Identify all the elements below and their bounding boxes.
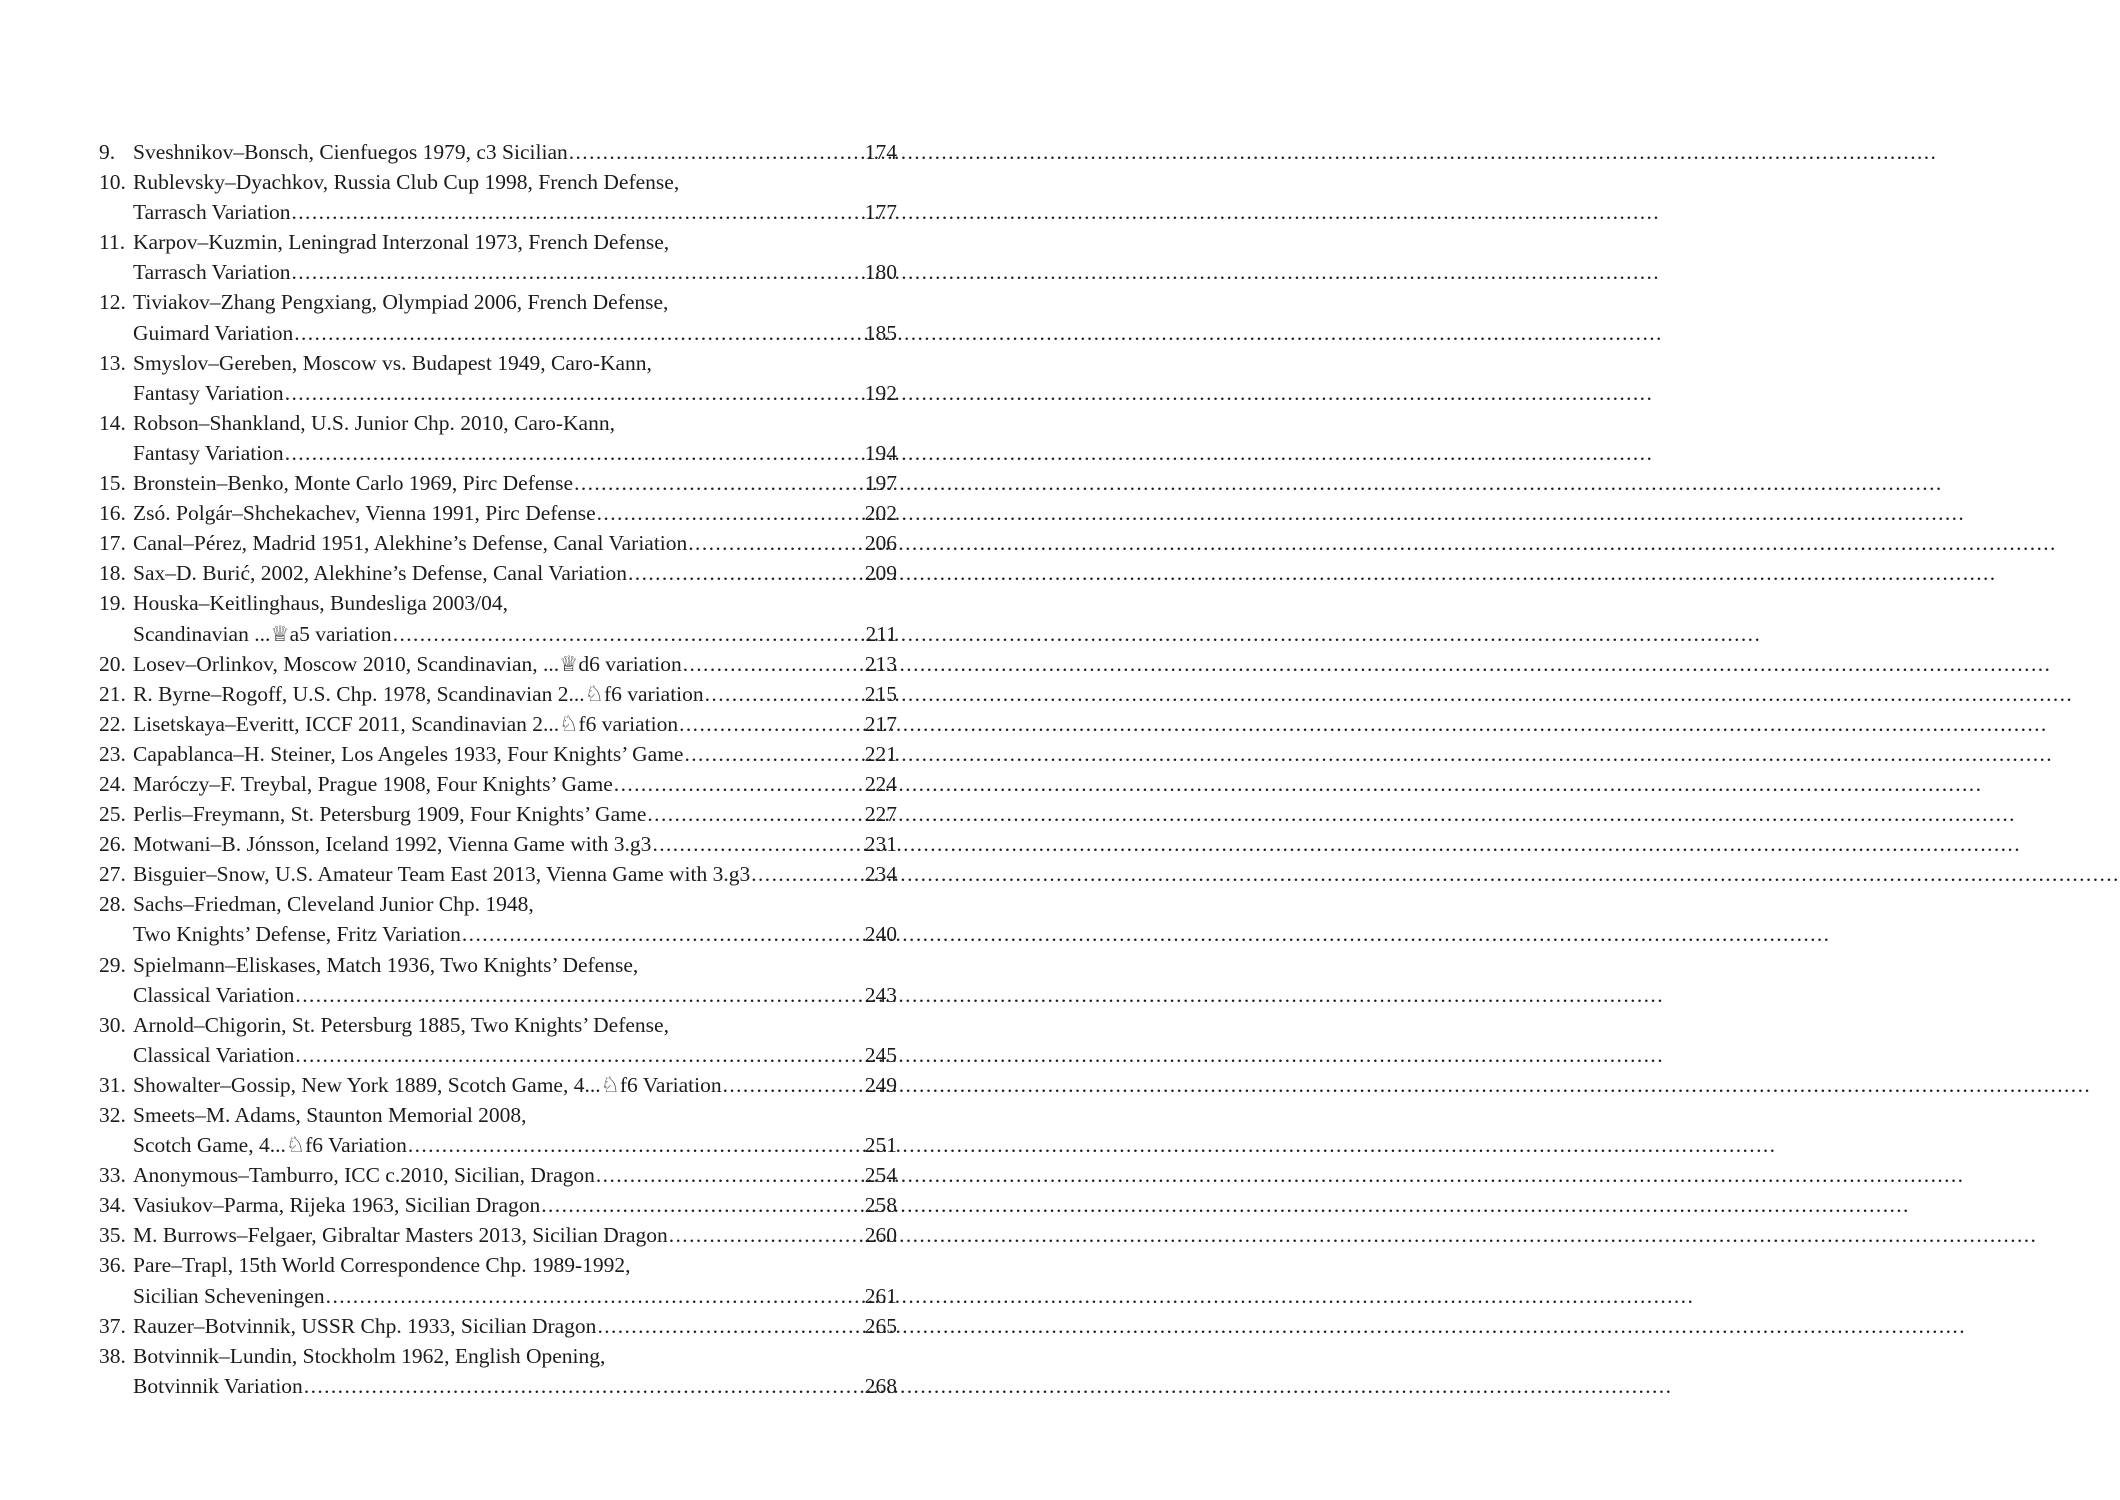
page-number: 197 <box>864 471 897 496</box>
leader-dots <box>596 498 865 528</box>
entry-title: Sachs–Friedman, Cleveland Junior Chp. 1948, <box>133 892 534 917</box>
leader-dots <box>704 679 865 709</box>
leader-dots <box>568 137 865 167</box>
leader-dots <box>646 799 864 829</box>
leader-dots <box>540 1190 865 1220</box>
toc-entry-line <box>99 1070 897 1100</box>
entry-title: Perlis–Freymann, St. Petersburg 1909, Four Knights’ Game <box>133 802 647 827</box>
entry-title: Canal–Pérez, Madrid 1951, Alekhine’s Defense, Canal Variation <box>133 531 688 556</box>
page-number: 211 <box>865 621 897 646</box>
entry-number: 29. <box>99 952 126 977</box>
toc-entry-line <box>99 679 897 709</box>
toc-entry <box>99 679 897 709</box>
toc-entry-line <box>99 137 897 167</box>
entry-title: Smeets–M. Adams, Staunton Memorial 2008, <box>133 1103 527 1127</box>
entry-number: 30. <box>99 1012 126 1037</box>
toc-entry-continuation <box>99 1281 897 1311</box>
toc-entry <box>99 950 897 1010</box>
toc-entry <box>99 588 897 648</box>
toc-entry-line <box>99 558 897 588</box>
toc-entry-continuation <box>99 1130 897 1160</box>
page-number: 221 <box>864 741 897 766</box>
entry-number: 22. <box>99 711 126 736</box>
entry-number: 9. <box>99 140 116 164</box>
entry-title: Houska–Keitlinghaus, Bundesliga 2003/04, <box>133 591 509 616</box>
toc-entry-continuation <box>99 318 897 348</box>
entry-title: Tarrasch Variation <box>133 200 291 225</box>
entry-title: Anonymous–Tamburro, ICC c.2010, Sicilian, Dragon <box>133 1163 595 1188</box>
page-number: 243 <box>864 982 897 1007</box>
toc-entry <box>99 348 897 408</box>
toc-entry <box>99 227 897 287</box>
page-number: 231 <box>864 832 897 857</box>
toc-entry-line <box>99 1160 897 1190</box>
page-number: 245 <box>864 1042 897 1067</box>
entry-number: 11. <box>99 230 126 255</box>
page-number: 180 <box>864 260 897 285</box>
leader-dots <box>392 619 866 649</box>
entry-number: 36. <box>99 1253 126 1278</box>
toc-entry <box>99 829 897 859</box>
entry-number: 34. <box>99 1193 126 1218</box>
toc-entry-line <box>99 799 897 829</box>
entry-title: Scotch Game, 4...♘f6 Variation <box>133 1133 407 1158</box>
entry-title: Sveshnikov–Bonsch, Cienfuegos 1979, c3 Sicilian <box>133 140 568 164</box>
entry-number: 18. <box>99 561 126 586</box>
page-number: 174 <box>864 140 897 164</box>
entry-number: 19. <box>99 591 126 616</box>
toc-entry-line <box>99 1010 897 1040</box>
entry-title: Smyslov–Gereben, Moscow vs. Budapest 1949, Caro-Kann, <box>133 350 652 375</box>
toc-entry-line <box>99 1220 897 1250</box>
toc-entry-line <box>99 649 897 679</box>
toc-entry <box>99 739 897 769</box>
toc-entry-continuation <box>99 619 897 649</box>
toc-entry <box>99 1311 897 1341</box>
toc-entry <box>99 769 897 799</box>
page-number: 206 <box>864 531 897 556</box>
entry-number: 33. <box>99 1163 126 1188</box>
toc-entry-continuation <box>99 378 897 408</box>
page-number: 209 <box>864 561 897 586</box>
entry-title: Bronstein–Benko, Monte Carlo 1969, Pirc Defense <box>133 471 574 496</box>
toc-entry <box>99 1070 897 1100</box>
entry-number: 26. <box>99 832 126 857</box>
entry-number: 32. <box>99 1103 126 1127</box>
toc-entry <box>99 558 897 588</box>
toc-entry-line <box>99 528 897 558</box>
leader-dots <box>613 769 865 799</box>
entry-title: Botvinnik–Lundin, Stockholm 1962, English Opening, <box>133 1343 606 1368</box>
toc-entry <box>99 1250 897 1310</box>
entry-number: 23. <box>99 741 126 766</box>
entry-title: Zsó. Polgár–Shchekachev, Vienna 1991, Pirc Defense <box>133 501 596 526</box>
toc-entry <box>99 1341 897 1401</box>
toc-entry-continuation <box>99 438 897 468</box>
toc-entry <box>99 799 897 829</box>
toc-entry <box>99 859 897 889</box>
entry-title: Fantasy Variation <box>133 440 284 465</box>
leader-dots <box>687 528 864 558</box>
toc-entry-line <box>99 468 897 498</box>
entry-number: 37. <box>99 1313 126 1338</box>
toc-entry-continuation <box>99 919 897 949</box>
entry-title: Guimard Variation <box>133 320 294 345</box>
leader-dots <box>722 1070 865 1100</box>
entry-title: R. Byrne–Rogoff, U.S. Chp. 1978, Scandinavian 2...♘f6 variation <box>133 681 704 706</box>
entry-title: Vasiukov–Parma, Rijeka 1963, Sicilian Dragon <box>133 1193 541 1218</box>
entry-number: 25. <box>99 802 126 827</box>
entry-number: 27. <box>99 862 126 887</box>
entry-number: 38. <box>99 1343 126 1368</box>
leader-dots <box>750 859 865 889</box>
page-number: 215 <box>864 681 897 706</box>
page-number: 227 <box>864 802 897 827</box>
toc-entry <box>99 498 897 528</box>
leader-dots <box>461 919 865 949</box>
entry-title: Rauzer–Botvinnik, USSR Chp. 1933, Sicilian Dragon <box>133 1313 597 1338</box>
toc-entry <box>99 709 897 739</box>
toc-entry-continuation <box>99 197 897 227</box>
leader-dots <box>668 1220 865 1250</box>
toc-entry <box>99 468 897 498</box>
toc-entry-line <box>99 739 897 769</box>
entry-title: Capablanca–H. Steiner, Los Angeles 1933, Four Knights’ Game <box>133 741 684 766</box>
leader-dots <box>291 197 865 227</box>
entry-number: 12. <box>99 290 126 315</box>
page-number: 258 <box>864 1193 897 1218</box>
entry-number: 13. <box>99 350 126 375</box>
toc-entry-line <box>99 829 897 859</box>
entry-title: Sicilian Scheveningen <box>133 1283 325 1308</box>
page-number: 217 <box>864 711 897 736</box>
toc-entry <box>99 649 897 679</box>
toc-entry-line <box>99 709 897 739</box>
page-number: 202 <box>864 501 897 526</box>
page-number: 240 <box>864 922 897 947</box>
leader-dots <box>407 1130 865 1160</box>
toc-entry-line <box>99 859 897 889</box>
entry-number: 24. <box>99 771 126 796</box>
entry-number: 35. <box>99 1223 126 1248</box>
page-number: 194 <box>864 440 897 465</box>
leader-dots <box>303 1371 865 1401</box>
leader-dots <box>325 1281 865 1311</box>
entry-title: Fantasy Variation <box>133 380 284 405</box>
page-number: 268 <box>864 1373 897 1398</box>
page-number: 213 <box>864 651 897 676</box>
toc-entry-line <box>99 1311 897 1341</box>
page-number: 254 <box>864 1163 897 1188</box>
page-number: 249 <box>864 1072 897 1097</box>
entry-title: Maróczy–F. Treybal, Prague 1908, Four Knights’ Game <box>133 771 613 796</box>
toc-entry <box>99 408 897 468</box>
leader-dots <box>284 438 865 468</box>
entry-title: Spielmann–Eliskases, Match 1936, Two Knights’ Defense, <box>133 952 639 977</box>
page-number: 265 <box>864 1313 897 1338</box>
toc-entry-line <box>99 889 897 919</box>
toc-entry-line <box>99 498 897 528</box>
entry-title: Tiviakov–Zhang Pengxiang, Olympiad 2006, French Defense, <box>133 290 669 315</box>
entry-number: 17. <box>99 531 126 556</box>
entry-title: Classical Variation <box>133 1042 295 1067</box>
toc-entry <box>99 528 897 558</box>
toc-entry <box>99 287 897 347</box>
page-number: 177 <box>864 200 897 225</box>
entry-title: Rublevsky–Dyachkov, Russia Club Cup 1998, French Defense, <box>133 170 680 195</box>
entry-title: Robson–Shankland, U.S. Junior Chp. 2010, Caro-Kann, <box>133 410 615 435</box>
page-number: 234 <box>864 862 897 887</box>
toc-entry-line <box>99 769 897 799</box>
leader-dots <box>683 739 864 769</box>
page-number: 261 <box>864 1283 897 1308</box>
toc-entry <box>99 1160 897 1190</box>
toc-entry-line <box>99 588 897 618</box>
entry-title: Lisetskaya–Everitt, ICCF 2011, Scandinavian 2...♘f6 variation <box>133 711 679 736</box>
toc-entry <box>99 1190 897 1220</box>
toc-entry-continuation <box>99 1040 897 1070</box>
toc-entry-line <box>99 1100 897 1130</box>
toc-entry-line <box>99 1341 897 1371</box>
entry-title: Botvinnik Variation <box>133 1373 303 1398</box>
leader-dots <box>294 980 864 1010</box>
leader-dots <box>291 257 865 287</box>
page-number: 192 <box>864 380 897 405</box>
entry-title: Scandinavian ...♕a5 variation <box>133 621 392 646</box>
entry-number: 16. <box>99 501 126 526</box>
toc-entry <box>99 137 897 167</box>
entry-title: Classical Variation <box>133 982 295 1007</box>
entry-title: Two Knights’ Defense, Fritz Variation <box>133 922 461 947</box>
entry-title: Losev–Orlinkov, Moscow 2010, Scandinavian, ...♕d6 variation <box>133 651 682 676</box>
toc-entry <box>99 1100 897 1160</box>
entry-title: M. Burrows–Felgaer, Gibraltar Masters 2013, Sicilian Dragon <box>133 1223 668 1248</box>
leader-dots <box>293 318 865 348</box>
toc-entry <box>99 889 897 949</box>
leader-dots <box>682 649 865 679</box>
toc-entry-line <box>99 408 897 438</box>
toc-entry-line <box>99 348 897 378</box>
entry-number: 10. <box>99 170 126 195</box>
entry-title: Bisguier–Snow, U.S. Amateur Team East 2013, Vienna Game with 3.g3 <box>133 862 751 887</box>
entry-number: 14. <box>99 410 126 435</box>
entry-title: Showalter–Gossip, New York 1889, Scotch Game, 4...♘f6 Variation <box>133 1072 722 1097</box>
leader-dots <box>651 829 864 859</box>
entry-title: Sax–D. Burić, 2002, Alekhine’s Defense, Canal Variation <box>133 561 628 586</box>
entry-number: 31. <box>99 1072 126 1097</box>
toc-entry-continuation <box>99 1371 897 1401</box>
toc-entry-continuation <box>99 257 897 287</box>
leader-dots <box>573 468 865 498</box>
entry-title: Motwani–B. Jónsson, Iceland 1992, Vienna Game with 3.g3 <box>133 832 652 857</box>
entry-number: 28. <box>99 892 126 917</box>
leader-dots <box>595 1160 865 1190</box>
toc-entry-line <box>99 1190 897 1220</box>
toc-entry-continuation <box>99 980 897 1010</box>
entry-number: 15. <box>99 471 126 496</box>
toc-entry-line <box>99 227 897 257</box>
entry-number: 20. <box>99 651 126 676</box>
leader-dots <box>627 558 865 588</box>
toc-entry-line <box>99 167 897 197</box>
leader-dots <box>294 1040 864 1070</box>
entry-title: Pare–Trapl, 15th World Correspondence Chp. 1989-1992, <box>133 1253 631 1278</box>
page-number: 260 <box>864 1223 897 1248</box>
page-number: 185 <box>864 320 897 345</box>
toc-entry <box>99 1010 897 1070</box>
entry-number: 21. <box>99 681 126 706</box>
entry-title: Arnold–Chigorin, St. Petersburg 1885, Two Knights’ Defense, <box>133 1012 669 1037</box>
toc-entry <box>99 167 897 227</box>
entry-title: Karpov–Kuzmin, Leningrad Interzonal 1973, French Defense, <box>133 230 670 255</box>
page-number: 224 <box>864 771 897 796</box>
leader-dots <box>678 709 865 739</box>
toc-entry <box>99 1220 897 1250</box>
page-number: 251 <box>864 1133 897 1158</box>
leader-dots <box>284 378 865 408</box>
toc-entry-line <box>99 950 897 980</box>
entry-title: Tarrasch Variation <box>133 260 291 285</box>
leader-dots <box>596 1311 864 1341</box>
toc-entry-line <box>99 287 897 317</box>
toc-entry-line <box>99 1250 897 1280</box>
table-of-contents <box>99 137 897 1401</box>
